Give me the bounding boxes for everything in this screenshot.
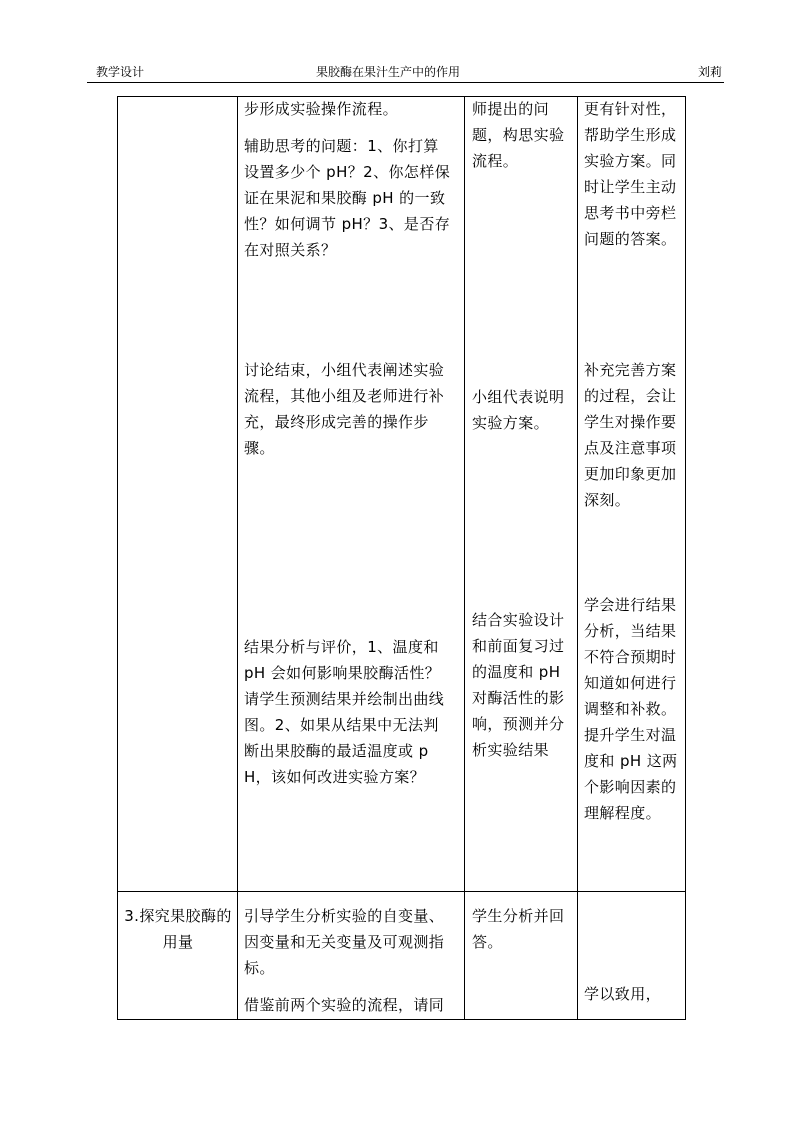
row4-intent: 学以致用，	[584, 985, 662, 1003]
row4-activity	[244, 903, 452, 1018]
table-row-divider	[117, 891, 686, 892]
table-border-right	[685, 96, 686, 1020]
row2-activity: 讨论结束，小组代表阐述实验流程，其他小组及老师进行补充，最终形成完善的操作步骤。	[244, 361, 445, 457]
table-divider-2	[464, 96, 465, 1020]
row3-student: 结合实验设计和前面复习过的温度和 pH 对酶活性的影响，预测并分析实验结果	[472, 611, 565, 759]
header-title: 果胶酶在果汁生产中的作用	[316, 65, 461, 79]
row1-intent: 更有针对性，帮助学生形成实验方案。同时让学生主动思考书中旁栏问题的答案。	[584, 100, 677, 248]
header-rule	[87, 82, 724, 83]
row2-student: 小组代表说明实验方案。	[472, 388, 565, 432]
table-border-bottom	[117, 1019, 686, 1020]
header-left-text: 教学设计	[96, 65, 145, 79]
row1-student: 师提出的问题，构思实验流程。	[472, 100, 565, 170]
row4-student: 学生分析并回答。	[472, 907, 565, 951]
row4-section-title: 3.探究果胶酶的用量	[124, 907, 232, 951]
header-author: 刘莉	[698, 65, 723, 79]
page-header	[0, 62, 794, 84]
table-divider-3	[577, 96, 578, 1020]
row4-activity-line1: 引导学生分析实验的自变量、因变量和无关变量及可观测指标。	[244, 907, 445, 977]
table-divider-1	[237, 96, 238, 1020]
row1-activity	[244, 96, 452, 263]
row3-intent: 学会进行结果分析，当结果不符合预期时知道如何进行调整和补救。提升学生对温度和 pH 这两个影响因素的理解程度。	[584, 596, 678, 822]
row1-activity-line1: 步形成实验操作流程。	[244, 100, 399, 118]
row4-activity-line2: 借鉴前两个实验的流程，请同	[244, 996, 445, 1014]
row1-activity-questions: 辅助思考的问题：1、你打算设置多少个 pH？2、你怎样保证在果泥和果胶酶 pH 的一致性？如何调节 pH？3、是否存在对照关系？	[244, 137, 451, 259]
lesson-table	[117, 96, 686, 1020]
row2-intent: 补充完善方案的过程，会让学生对操作要点及注意事项更加印象更加深刻。	[584, 361, 677, 509]
table-border-left	[117, 96, 118, 1020]
row3-activity: 结果分析与评价，1、温度和 pH 会如何影响果胶酶活性？请学生预测结果并绘制出曲线图。2、如果从结果中无法判断出果胶酶的最适温度或 pH，该如何改进实验方案？	[244, 638, 445, 786]
